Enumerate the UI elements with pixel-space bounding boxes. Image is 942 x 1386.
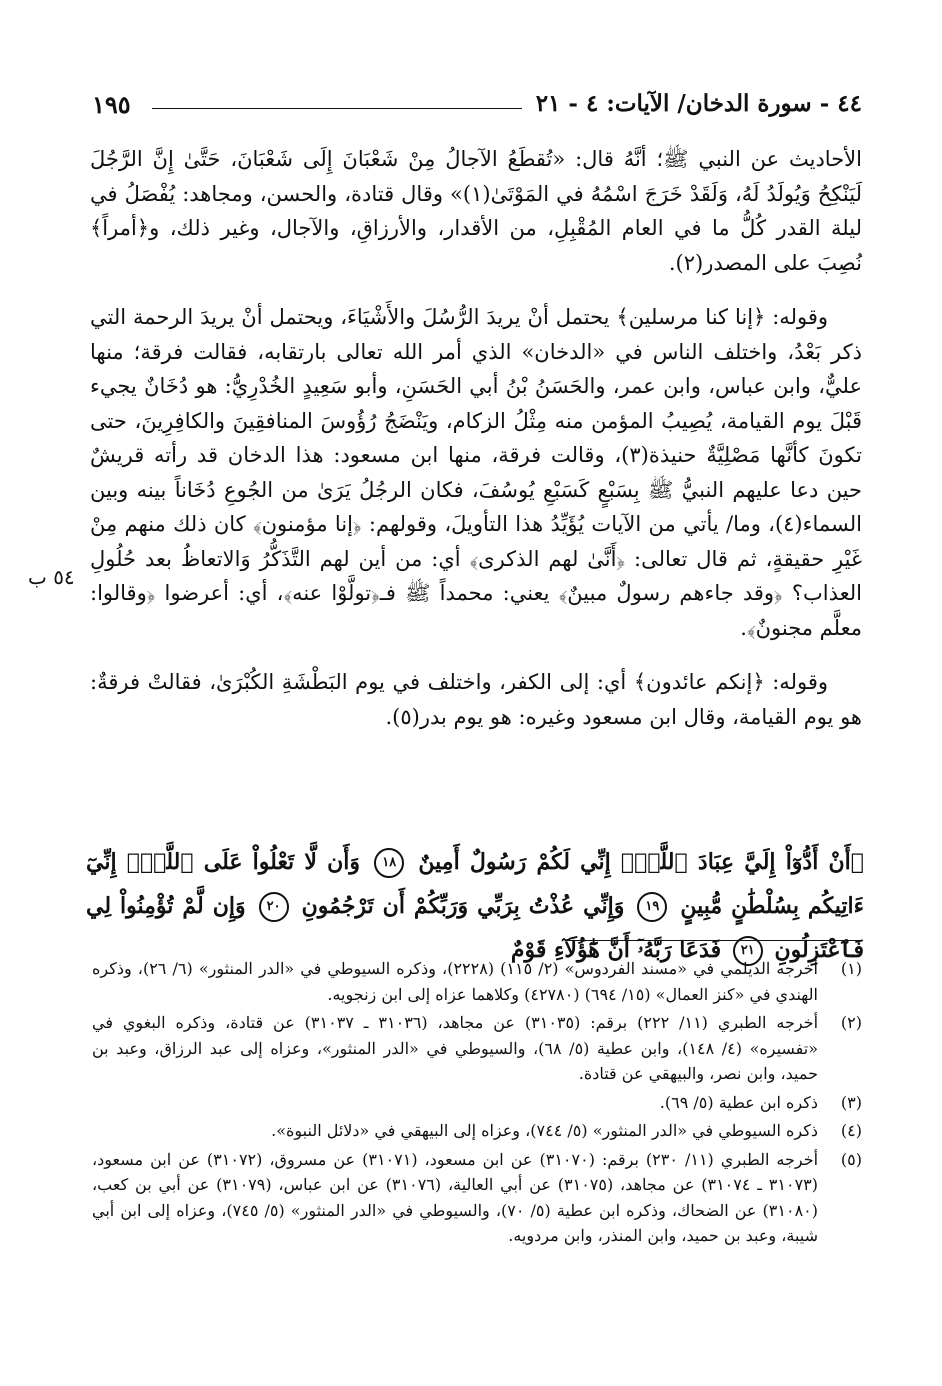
verse-open-bracket: ﴿	[850, 849, 864, 875]
header-rule	[152, 108, 522, 109]
footnotes	[92, 956, 862, 1252]
paragraph: وقوله: ﴿إنكم عائدون﴾ أي: إلى الكفر، واختلف في يوم البَطْشَةِ الكُبْرَىٰ، فقالتْ فرقةٌ: هو يوم القيامة، وقال ابن مسعود وغيره: هو يوم بدر(٥).	[90, 670, 862, 729]
footnote-number: (٣)	[840, 1092, 862, 1112]
footnote	[92, 1118, 862, 1144]
surah-title: ٤٤ - سورة الدخان/ الآيات: ٤ - ٢١	[535, 90, 862, 117]
footnote-number: (٥)	[840, 1149, 862, 1169]
paragraph: الأحاديث عن النبي ﷺ؛ أنَّهُ قال: «تُقطَعُ الآجالُ مِنْ شَعْبَانَ إِلَى شَعْبَانَ، حَتَّىٰ إِنَّ الرَّجُلَ لَيَنْكِحُ وَيُولَدُ لَهُ، وَلَقَدْ خَرَجَ اسْمُهُ في المَوْتَىٰ(١)» وقال قتادة، والحسن، ومجاهد: يُفْصَلُ في ليلة القدر كُلُّ ما في العام المُقْبِلِ، من الأقدار، والأرزاقِ، والآجال، وغير ذلك، و﴿أمراً﴾ نُصِبَ على المصدر(٢).	[90, 147, 863, 275]
verse-text: فَدَعَا رَبَّهُۥٓ أَنَّ هَٰٓؤُلَآءِ قَوْمٌ	[510, 937, 722, 963]
page-number: ١٩٥	[92, 90, 131, 119]
footnote-text: أخرجه الطبري (١١/ ٢٣٠) برقم: (٣١٠٧٠) عن ابن مسعود، (٣١٠٧١) عن مسروق، (٣١٠٧٢) عن ابن مسعود، (٣١٠٧٣ ـ ٣١٠٧٤) عن مجاهد، (٣١٠٧٥) عن أبي العالية، (٣١٠٧٦) عن ابن عباس، (٣١٠٧٩) عن أبي بن كعب، (٣١٠٨٠) عن الضحاك، وذكره ابن عطية (٥/ ٧٠)، والسيوطي في «الدر المنثور» (٥/ ٧٤٥)، وعزاه إلى ابن أبي شيبة، وعبد بن حميد، وابن المنذر، وابن مردويه.	[92, 1149, 819, 1245]
footnote	[92, 1090, 862, 1116]
footnote-text: ذكره ابن عطية (٥/ ٦٩).	[659, 1092, 818, 1112]
footnote-text: أخرجه الديلمي في «مسند الفردوس» (٢/ ١١٥) (٢٢٢٨)، وذكره السيوطي في «الدر المنثور» (٦/ ٢٦)، وذكره الهندي في «كنز العمال» (١٥/ ٦٩٤) (٤٢٧٨٠) وكلاهما عزاه إلى ابن زنجويه.	[92, 959, 818, 1004]
ayah-number-marker: ٢١	[733, 936, 763, 966]
main-text	[90, 142, 862, 754]
footnote-text: ذكره السيوطي في «الدر المنثور» (٥/ ٧٤٤)، وعزاه إلى البيهقي في «دلائل النبوة».	[271, 1121, 818, 1140]
footnote-number: (١)	[840, 959, 862, 978]
footnote-separator	[565, 940, 863, 941]
footnote	[92, 1010, 862, 1087]
footnote-number: (٢)	[840, 1013, 862, 1032]
footnote-text: أخرجه الطبري (١١/ ٢٢٢) برقم: (٣١٠٣٥) عن مجاهد، (٣١٠٣٦ ـ ٣١٠٣٧) عن قتادة، وذكره البغوي في «تفسيره» (٤/ ١٤٨)، وابن عطية (٥/ ٦٨)، والسيوطي في «الدر المنثور»، وعزاه إلى عبد الرزاق، وعبد بن حميد، وابن نصر، والبيهقي عن قتادة.	[92, 1013, 819, 1083]
footnote-number: (٤)	[840, 1121, 862, 1140]
verse-text: وَإِن لَّمْ تُؤْمِنُواْ لِي فَٱعْتَزِلُونِ	[86, 893, 864, 963]
quran-verses	[86, 840, 864, 972]
verse-text: أَنْ أَدُّوٓاْ إِلَيَّ عِبَادَ ٱللَّهِۖ إِنِّي لَكُمْ رَسُولٌ أَمِينٌ	[418, 849, 851, 875]
manuscript-folio-note: ٥٤ ب	[28, 565, 75, 589]
ayah-number-marker: ١٨	[374, 848, 404, 878]
ayah-number-marker: ٢٠	[259, 892, 289, 922]
footnote	[92, 956, 862, 1007]
running-header	[92, 88, 862, 124]
ayah-number-marker: ١٩	[637, 892, 667, 922]
verse-text: وَإِنِّي عُذْتُ بِرَبِّي وَرَبِّكُمْ أَن تَرْجُمُونِ	[301, 893, 625, 919]
footnote	[92, 1147, 862, 1249]
paragraph: وقوله: ﴿إنا كنا مرسلين﴾ يحتمل أنْ يريدَ الرُّسُلَ والأَشْيَاءَ، ويحتمل أنْ يريدَ الرحمة التي ذكر بَعْدُ، واختلف الناس في «الدخان» الذي أمر الله تعالى بارتقابه، فقالت فرقة؛ منها عليٌّ، وابن عباس، وابن عمر، والحَسَنُ بْنُ أبي الحَسَنِ، وأبو سَعِيدٍ الخُدْرِيُّ: هو دُخَانٌ يجيء قَبْلَ يوم القيامة، يُصِيبُ المؤمن منه مِثْلُ الزكام، ويَنْضَجُ رُؤُوسَ المنافقِينَ والكافِرِينَ، حتى تكونَ كأنَّها مَصْلِيَّةٌ حنيذة(٣)، وقالت فرقة، منها ابن مسعود: هذا الدخان قد رأته قريشٌ حين دعا عليهم النبيُّ ﷺ بِسَبْعٍ كَسَبْعِ يُوسُفَ، فكان الرجُلُ يَرَىٰ من الجُوعِ دُخَاناً بينه وبين السماء(٤)، وما/ يأتي من الآيات يُؤَيِّدُ هذا التأويلَ، وقولهم: ﴿إنا مؤمنون﴾ كان ذلك منهم مِنْ غَيْرِ حقيقةٍ، ثم قال تعالى: ﴿أَنَّىٰ لهم الذكرى﴾ أي: من أين لهم التَّذَكُّرُ وَالاتعاظُ بعد حُلُولِ العذاب؟ ﴿وقد جاءهم رسولٌ مبينٌ﴾ يعني: محمداً ﷺ فـ﴿تولَّوْا عنه﴾، أي: أعرضوا ﴿وقالوا: معلَّم مجنونٌ﴾.	[90, 305, 862, 640]
verse-text: وَأَن لَّا تَعْلُواْ عَلَى ٱللَّهِۖ إِنِّيٓ ءَاتِيكُم بِسُلْطَٰنٍ مُّبِينٍ	[86, 849, 864, 919]
